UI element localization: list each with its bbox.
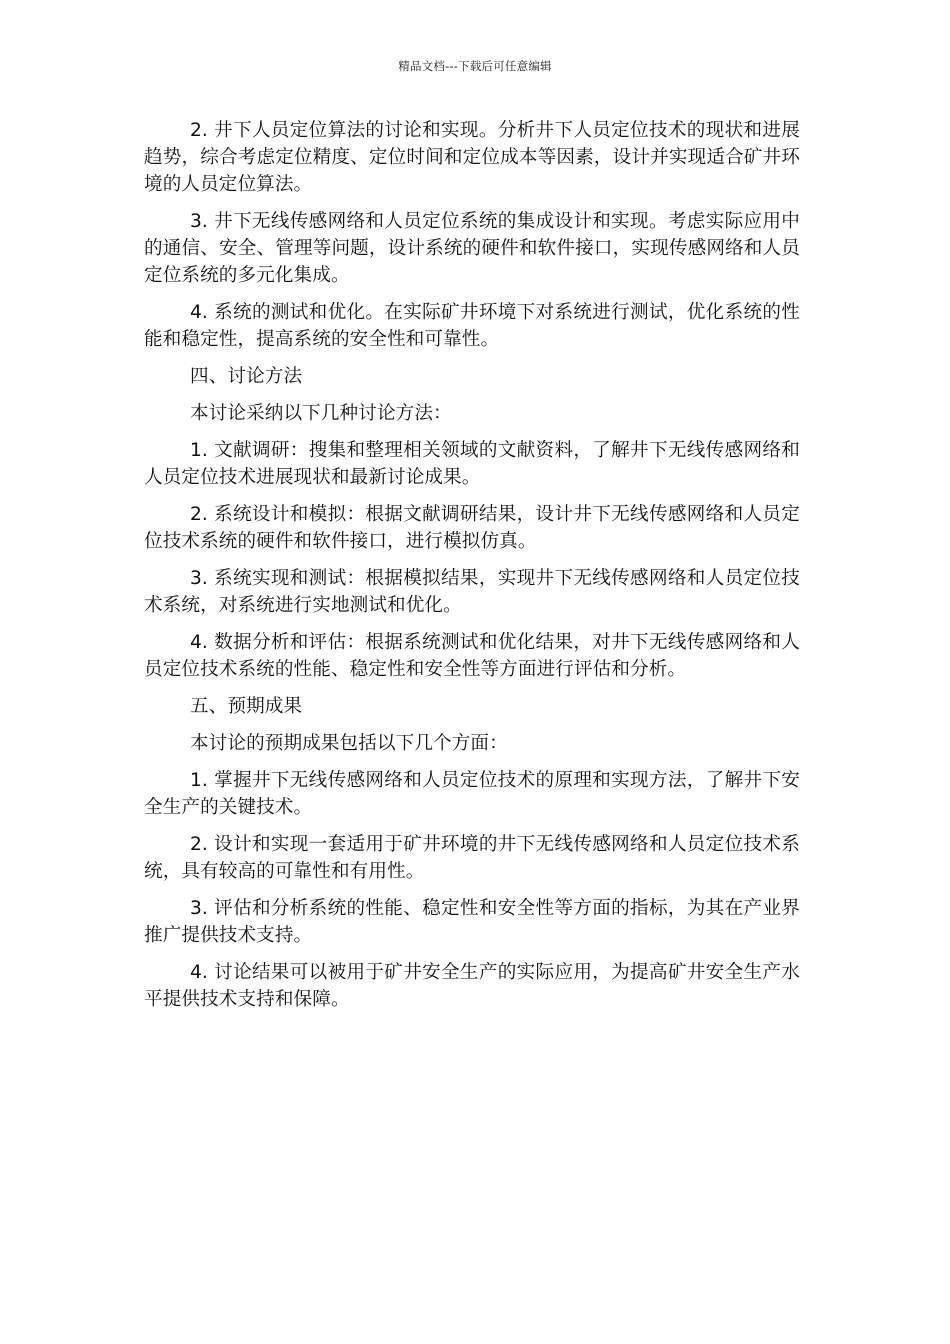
paragraph-outcome-2: 2. 设计和实现一套适用于矿井环境的井下无线传感网络和人员定位技术系统，具有较高的可靠性和有用性。: [144, 834, 800, 882]
document-body: [144, 117, 800, 1023]
section-heading-methods: 四、讨论方法: [190, 366, 303, 387]
paragraph-goal-2: 2. 井下人员定位算法的讨论和实现。分析井下人员定位技术的现状和进展趋势，综合考虑定位精度、定位时间和定位成本等因素，设计并实现适合矿井环境的人员定位算法。: [144, 120, 800, 195]
paragraph-method-4: 4. 数据分析和评估：根据系统测试和优化结果，对井下无线传感网络和人员定位技术系统的性能、稳定性和安全性等方面进行评估和分析。: [144, 632, 800, 680]
paragraph-method-3: 3. 系统实现和测试：根据模拟结果，实现井下无线传感网络和人员定位技术系统，对系统进行实地测试和优化。: [144, 568, 800, 616]
section-heading-outcomes: 五、预期成果: [190, 696, 303, 717]
paragraph-outcome-1: 1. 掌握井下无线传感网络和人员定位技术的原理和实现方法，了解井下安全生产的关键技术。: [144, 770, 800, 818]
page-header: 精品文档---下载后可任意编辑: [398, 59, 552, 73]
paragraph-outcomes-intro: 本讨论的预期成果包括以下几个方面：: [190, 733, 508, 754]
paragraph-goal-3: 3. 井下无线传感网络和人员定位系统的集成设计和实现。考虑实际应用中的通信、安全、管理等问题，设计系统的硬件和软件接口，实现传感网络和人员定位系统的多元化集成。: [144, 211, 800, 286]
paragraph-methods-intro: 本讨论采纳以下几种讨论方法：: [190, 403, 452, 424]
paragraph-method-1: 1. 文献调研：搜集和整理相关领域的文献资料，了解井下无线传感网络和人员定位技术进展现状和最新讨论成果。: [144, 440, 800, 488]
paragraph-outcome-3: 3. 评估和分析系统的性能、稳定性和安全性等方面的指标，为其在产业界推广提供技术支持。: [144, 898, 800, 946]
paragraph-goal-4: 4. 系统的测试和优化。在实际矿井环境下对系统进行测试，优化系统的性能和稳定性，提高系统的安全性和可靠性。: [144, 302, 800, 350]
paragraph-method-2: 2. 系统设计和模拟：根据文献调研结果，设计井下无线传感网络和人员定位技术系统的硬件和软件接口，进行模拟仿真。: [144, 504, 800, 552]
paragraph-outcome-4: 4. 讨论结果可以被用于矿井安全生产的实际应用，为提高矿井安全生产水平提供技术支持和保障。: [144, 962, 800, 1010]
